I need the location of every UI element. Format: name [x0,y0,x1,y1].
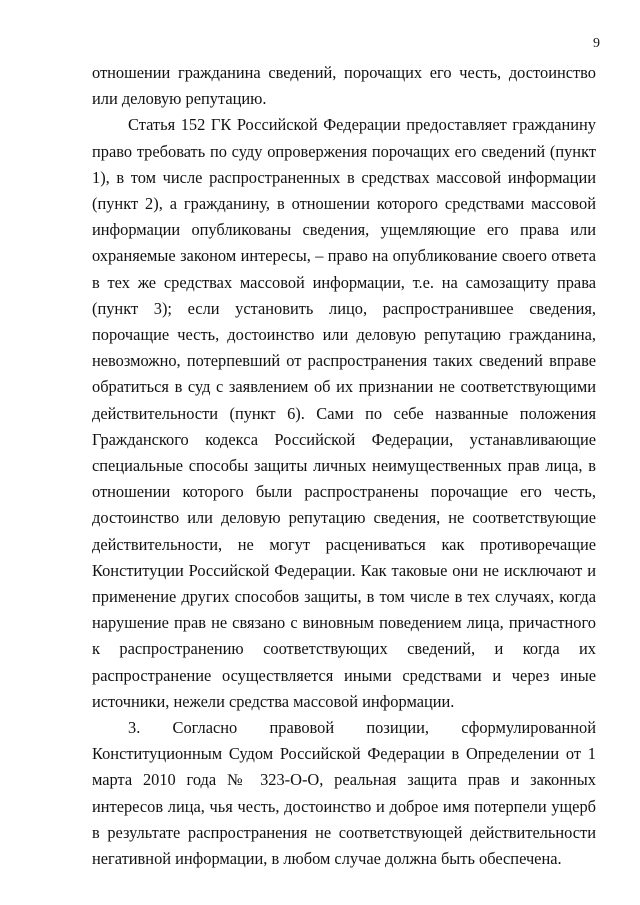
document-body [92,60,596,872]
paragraph-continuation: отношении гражданина сведений, порочащих его честь, достоинство или деловую репутацию. [92,63,596,109]
page-number: 9 [593,36,600,51]
paragraph-legal-position: 3. Согласно правовой позиции, сформулированной Конституционным Судом Российской Федерации в Определении от 1 марта 2010 года № 323-О-О, реальная защита прав и законных интересов лица, чья честь, достоинство и доброе имя потерпели ущерб в результате распространения не соответствующей действительности негативной информации, в любом случае должна быть обеспечена. [92,718,596,869]
paragraph-article-152: Статья 152 ГК Российской Федерации предоставляет гражданину право требовать по суду опровержения порочащих его сведений (пункт 1), в том числе распространенных в средствах массовой информации (пункт 2), а гражданину, в отношении которого средствами массовой информации опубликованы сведения, ущемляющие его права или охраняемые законом интересы, – право на опубликование своего ответа в тех же средствах массовой информации, т.е. на самозащиту права (пункт 3); если установить лицо, распространившее сведения, порочащие честь, достоинство или деловую репутацию гражданина, невозможно, потерпевший от распространения таких сведений вправе обратиться в суд с заявлением об их признании не соответствующими действительности (пункт 6). Сами по себе названные положения Гражданского кодекса Российской Федерации, устанавливающие специальные способы защиты личных неимущественных прав лица, в отношении которого были распространены порочащие его честь, достоинство или деловую репутацию сведения, не соответствующие действительности, не могут расцениваться как противоречащие Конституции Российской Федерации. Как таковые они не исключают и применение других способов защиты, в том числе в тех случаях, когда нарушение прав не связано с виновным поведением лица, причастного к распространению соответствующих сведений, и когда их распространение осуществляется иными средствами и через иные источники, нежели средства массовой информации. [92,115,596,711]
